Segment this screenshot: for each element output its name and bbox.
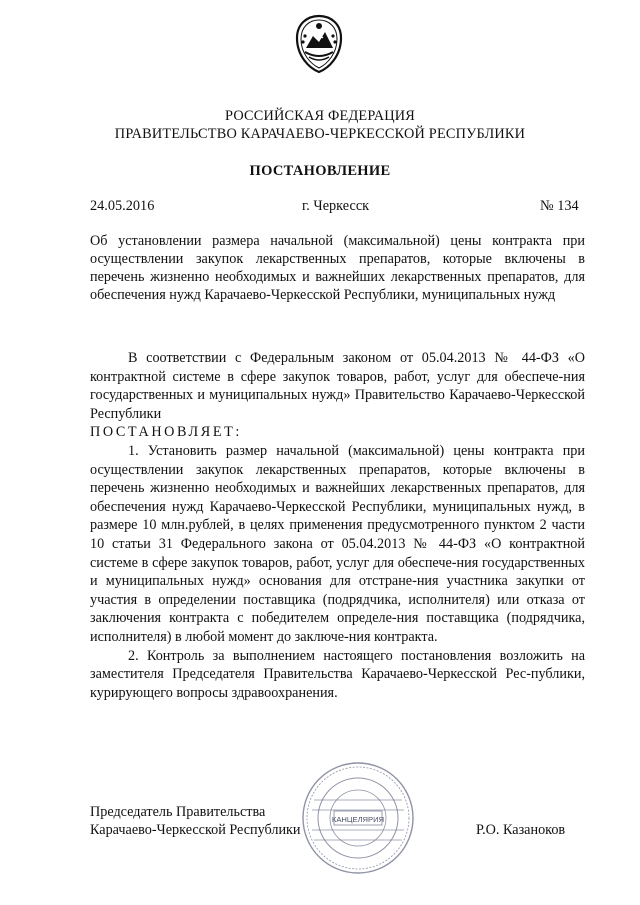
document-city: г. Черкесск: [302, 198, 370, 214]
signatory-name: Р.О. Казаноков: [476, 822, 566, 838]
document-type-title: ПОСТАНОВЛЕНИЕ: [249, 163, 391, 179]
item-1-paragraph: 1. Установить размер начальной (максимальной) цены контракта при осуществлении закупок лекарственных препаратов, которые включены в перечень жизненно необходимых и важнейших лекарственных препаратов, для обеспечения нужд Карачаево-Черкесской Республики, муниципальных нужд, в размере 10 млн.рублей, в целях применения предусмотренного пунктом 2 части 10 статьи 31 Федерального закона от 05.04.2013 № 44-ФЗ «О контрактной системе в сфере закупок товаров, работ, услуг для обеспече-ния государственных и муниципальных нужд» основания для отстране-ния участника закупки от участия в определении поставщика (подрядчика, исполнителя) или отказа от заключения контракта с победителем определе-ния поставщика (подрядчика, исполнителя) в любой момент до заключе-ния контракта.: [90, 442, 585, 645]
government-heading: ПРАВИТЕЛЬСТВО КАРАЧАЕВО-ЧЕРКЕССКОЙ РЕСПУБЛИКИ: [114, 126, 526, 142]
signatory-position-line-1: Председатель Правительства: [90, 804, 266, 820]
document-number: № 134: [540, 198, 579, 214]
seal-center-text: КАНЦЕЛЯРИЯ: [331, 815, 385, 824]
country-heading: РОССИЙСКАЯ ФЕДЕРАЦИЯ: [225, 108, 415, 124]
document-body: [90, 349, 585, 702]
document-date: 24.05.2016: [90, 198, 155, 214]
coat-of-arms-icon: [293, 14, 345, 74]
document-subject: Об установлении размера начальной (максимальной) цены контракта при осуществлении закупок лекарственных препаратов, которые включены в перечень жизненно необходимых и важнейших лекарственных препаратов, для обеспечения нужд Карачаево-Черкесской Республики, муниципальных нужд: [90, 233, 585, 303]
official-seal-icon: [300, 760, 416, 876]
preamble-paragraph: В соответствии с Федеральным законом от 05.04.2013 № 44-ФЗ «О контрактной системе в сфере закупок товаров, работ, услуг для обеспече-ния государственных и муниципальных нужд» Правительство Карачаево-Черкесской Республики: [90, 350, 585, 422]
resolves-heading: ПОСТАНОВЛЯЕТ:: [90, 424, 242, 441]
item-2-paragraph: 2. Контроль за выполнением настоящего постановления возложить на заместителя Председателя Правительства Карачаево-Черкесской Рес-публики, курирующего вопросы здравоохранения.: [90, 647, 585, 701]
signatory-position-line-2: Карачаево-Черкесской Республики: [90, 822, 301, 838]
